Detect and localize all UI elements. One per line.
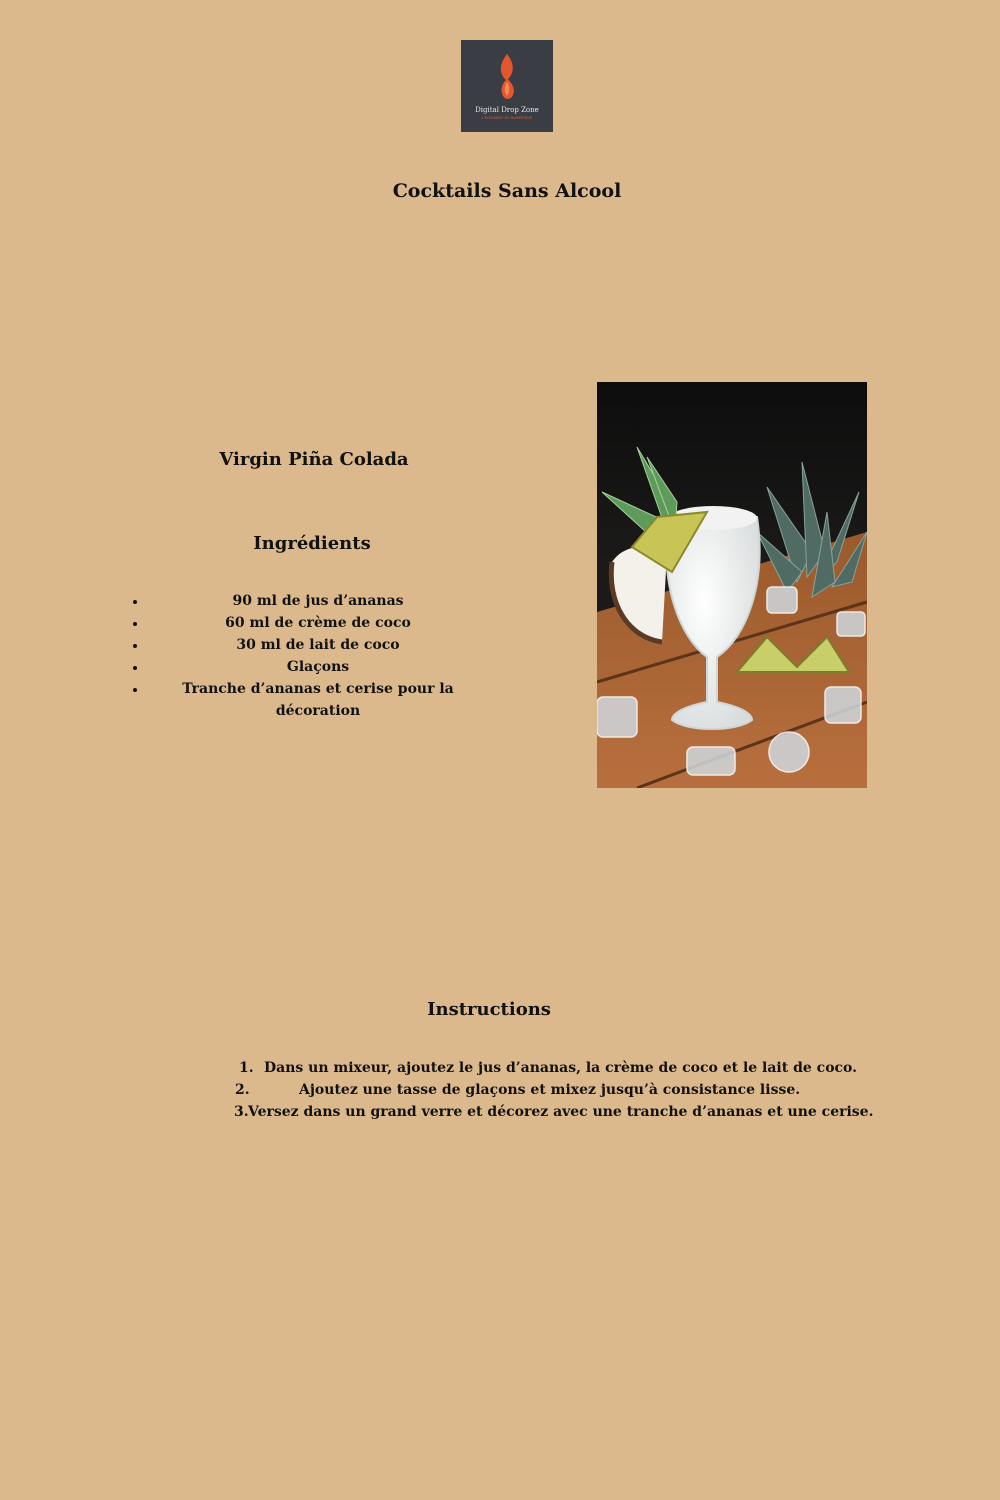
flame-icon — [494, 52, 520, 102]
page-title: Cocktails Sans Alcool — [392, 180, 622, 202]
list-item: Glaçons — [148, 656, 488, 678]
list-item: 60 ml de crème de coco — [148, 612, 488, 634]
logo-name: Digital Drop Zone — [475, 106, 539, 114]
list-item: Tranche d’ananas et cerise pour la décoration — [148, 678, 488, 700]
step-text: Ajoutez une tasse de glaçons et mixez jusqu’à consistance lisse. — [299, 1082, 801, 1098]
list-item: 90 ml de jus d’ananas — [148, 590, 488, 612]
ingredients-list — [148, 590, 488, 719]
ingredients-heading: Ingrédients — [253, 533, 371, 554]
list-item — [233, 1079, 801, 1101]
instructions-list — [233, 1057, 874, 1123]
list-item: 30 ml de lait de coco — [148, 634, 488, 656]
pina-colada-photo — [597, 382, 867, 788]
instructions-heading: Instructions — [427, 999, 551, 1020]
step-text: Versez dans un grand verre et décorez avec une tranche d’ananas et une cerise. — [248, 1104, 874, 1120]
list-item — [233, 1101, 874, 1123]
recipe-title: Virgin Piña Colada — [219, 449, 409, 470]
step-number: 1. — [239, 1060, 254, 1076]
step-number: 3. — [234, 1104, 249, 1120]
logo-tagline: L'ÉLÉGANCE DU NUMÉRIQUE — [481, 116, 533, 120]
brand-logo — [461, 40, 553, 132]
list-item — [233, 1057, 858, 1079]
step-text: Dans un mixeur, ajoutez le jus d’ananas, la crème de coco et le lait de coco. — [264, 1060, 858, 1076]
step-number: 2. — [235, 1082, 250, 1098]
